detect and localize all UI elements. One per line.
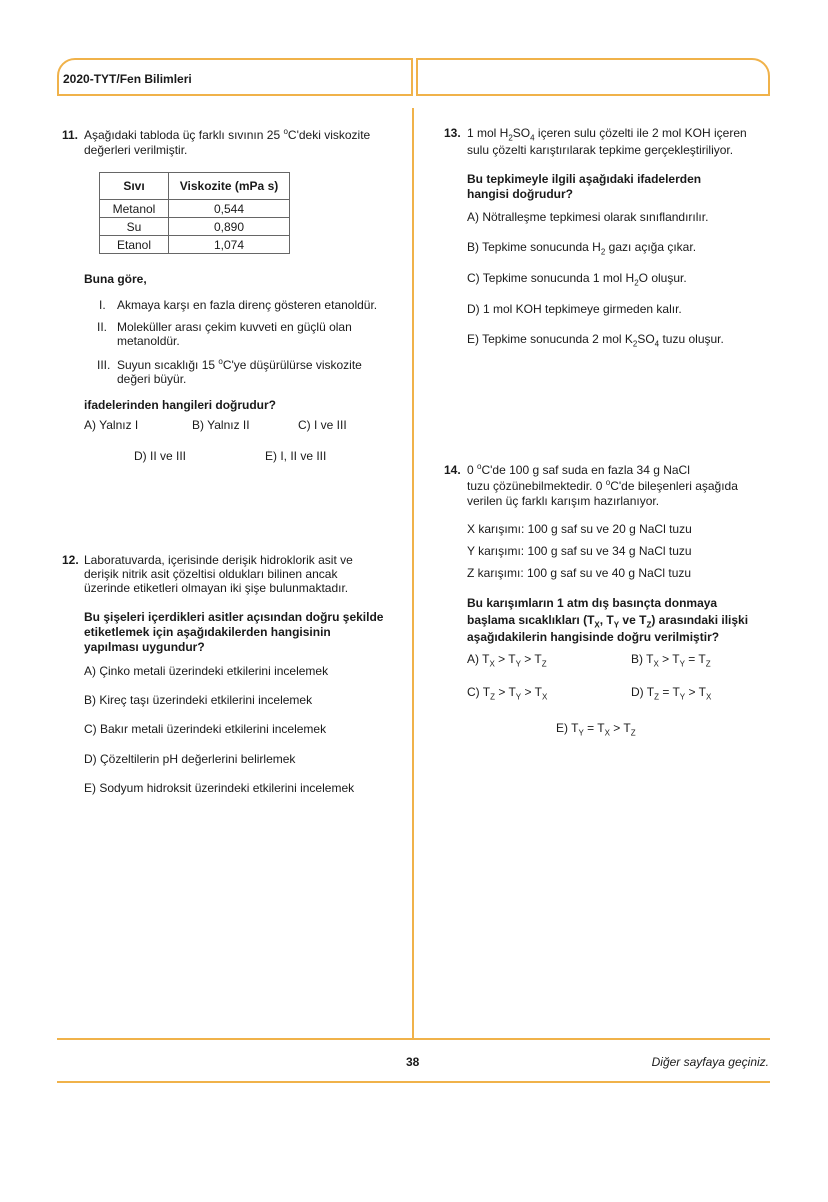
statement-text: metanoldür.: [117, 334, 180, 348]
question-prompt: başlama sıcaklıkları ($T_X$, $T_Y$ ve $T_Z$) arasındaki ilişki: [467, 613, 749, 630]
table-row: [100, 236, 290, 254]
option-a[interactable]: A) Çinko metali üzerindeki etkilerini incelemek: [84, 664, 329, 678]
table-row: [100, 218, 290, 236]
question-prompt: Bu tepkimeyle ilgili aşağıdaki ifadelerden: [467, 172, 702, 186]
question-prompt: etiketlemek için aşağıdakilerden hangisinin: [84, 625, 331, 639]
table-header-row: [100, 173, 290, 200]
statement-label: III.: [97, 358, 111, 372]
question-stem: 1 mol $H_2SO_4$ içeren sulu çözelti ile 2 mol KOH içeren: [467, 126, 747, 143]
table-cell: 0,890: [169, 218, 290, 236]
option-e[interactable]: E) I, II ve III: [265, 449, 327, 463]
question-prompt: hangisi doğrudur?: [467, 187, 573, 201]
question-prompt: aşağıdakilerin hangisinde doğru verilmiştir?: [467, 630, 720, 644]
next-page-note: Diğer sayfaya geçiniz.: [651, 1055, 769, 1069]
option-e[interactable]: E) Tepkime sonucunda 2 mol $K_2SO_4$ tuzu oluşur.: [467, 332, 724, 349]
footer-bottom-line: [57, 1081, 770, 1083]
page-number: 38: [406, 1055, 420, 1069]
question-stem: derişik nitrik asit çözeltisi oldukları bilinen ancak: [84, 567, 338, 581]
question-prompt: Bu karışımların 1 atm dış basınçta donmaya: [467, 596, 718, 610]
question-stem: tuzu çözünebilmektedir. 0 $^o$C'de bileşenleri aşağıda: [467, 478, 738, 493]
header-title: 2020-TYT/Fen Bilimleri: [63, 72, 192, 86]
option-d[interactable]: D) $T_Z = T_Y > T_X$: [631, 685, 712, 702]
question-prompt: ifadelerinden hangileri doğrudur?: [84, 398, 277, 412]
statement-label: I.: [99, 298, 106, 312]
mixture-x: X karışımı: 100 g saf su ve 20 g NaCl tuzu: [467, 522, 692, 536]
table-cell: Metanol: [100, 200, 169, 218]
option-d[interactable]: D) Çözeltilerin pH değerlerini belirlemek: [84, 752, 296, 766]
question-stem: verilen üç farklı karışım hazırlanıyor.: [467, 494, 660, 508]
option-a[interactable]: A) $T_X > T_Y > T_Z$: [467, 652, 547, 669]
statement-text: Suyun sıcaklığı 15 $^o$C'ye düşürülürse viskozite: [117, 357, 362, 372]
header-right-box: [416, 58, 770, 96]
option-b[interactable]: B) Tepkime sonucunda $H_2$ gazı açığa çıkar.: [467, 240, 697, 257]
table-cell: Etanol: [100, 236, 169, 254]
option-c[interactable]: C) Bakır metali üzerindeki etkilerini incelemek: [84, 722, 327, 736]
question-stem: Laboratuvarda, içerisinde derişik hidroklorik asit ve: [84, 553, 353, 567]
question-stem: üzerinde etiketleri olmayan iki şişe bulunmaktadır.: [84, 581, 349, 595]
statement-label: II.: [97, 320, 108, 334]
column-divider: [412, 108, 414, 1039]
table-header: Viskozite (mPa s): [169, 173, 290, 200]
footer-top-line: [57, 1038, 770, 1040]
option-c[interactable]: C) I ve III: [298, 418, 347, 432]
question-lead: Buna göre,: [84, 272, 147, 286]
option-d[interactable]: D) 1 mol KOH tepkimeye girmeden kalır.: [467, 302, 682, 316]
option-a[interactable]: A) Nötralleşme tepkimesi olarak sınıflandırılır.: [467, 210, 709, 224]
option-e[interactable]: E) $T_Y = T_X > T_Z$: [556, 721, 636, 738]
mixture-z: Z karışımı: 100 g saf su ve 40 g NaCl tuzu: [467, 566, 692, 580]
table-cell: 1,074: [169, 236, 290, 254]
question-number: 12.: [62, 553, 79, 567]
question-stem: sulu çözelti karıştırılarak tepkime gerçekleştiriliyor.: [467, 143, 734, 157]
statement-text: Moleküller arası çekim kuvveti en güçlü olan: [117, 320, 352, 334]
statement-text: değeri büyür.: [117, 372, 187, 386]
question-stem: Aşağıdaki tabloda üç farklı sıvının 25 $^o$C'deki viskozite: [84, 127, 371, 142]
question-stem: değerleri verilmiştir.: [84, 143, 188, 157]
option-d[interactable]: D) II ve III: [134, 449, 187, 463]
question-stem: 0 $^o$C'de 100 g saf suda en fazla 34 g NaCl: [467, 462, 690, 477]
question-prompt: Bu şişeleri içerdikleri asitler açısından doğru şekilde: [84, 610, 384, 624]
option-b[interactable]: B) Yalnız II: [192, 418, 250, 432]
option-b[interactable]: B) Kireç taşı üzerindeki etkilerini incelemek: [84, 693, 313, 707]
question-number: 14.: [444, 463, 461, 477]
viscosity-table: [99, 172, 290, 254]
question-number: 11.: [62, 128, 79, 142]
table-header: Sıvı: [100, 173, 169, 200]
table-row: [100, 200, 290, 218]
mixture-y: Y karışımı: 100 g saf su ve 34 g NaCl tuzu: [467, 544, 692, 558]
table-cell: 0,544: [169, 200, 290, 218]
table-cell: Su: [100, 218, 169, 236]
option-c[interactable]: C) Tepkime sonucunda 1 mol $H_2O$ oluşur.: [467, 271, 687, 288]
option-c[interactable]: C) $T_Z > T_Y > T_X$: [467, 685, 548, 702]
option-a[interactable]: A) Yalnız I: [84, 418, 139, 432]
option-b[interactable]: B) $T_X > T_Y = T_Z$: [631, 652, 711, 669]
statement-text: Akmaya karşı en fazla direnç gösteren etanoldür.: [117, 298, 378, 312]
question-number: 13.: [444, 126, 461, 140]
question-prompt: yapılması uygundur?: [84, 640, 205, 654]
option-e[interactable]: E) Sodyum hidroksit üzerindeki etkilerini incelemek: [84, 781, 355, 795]
